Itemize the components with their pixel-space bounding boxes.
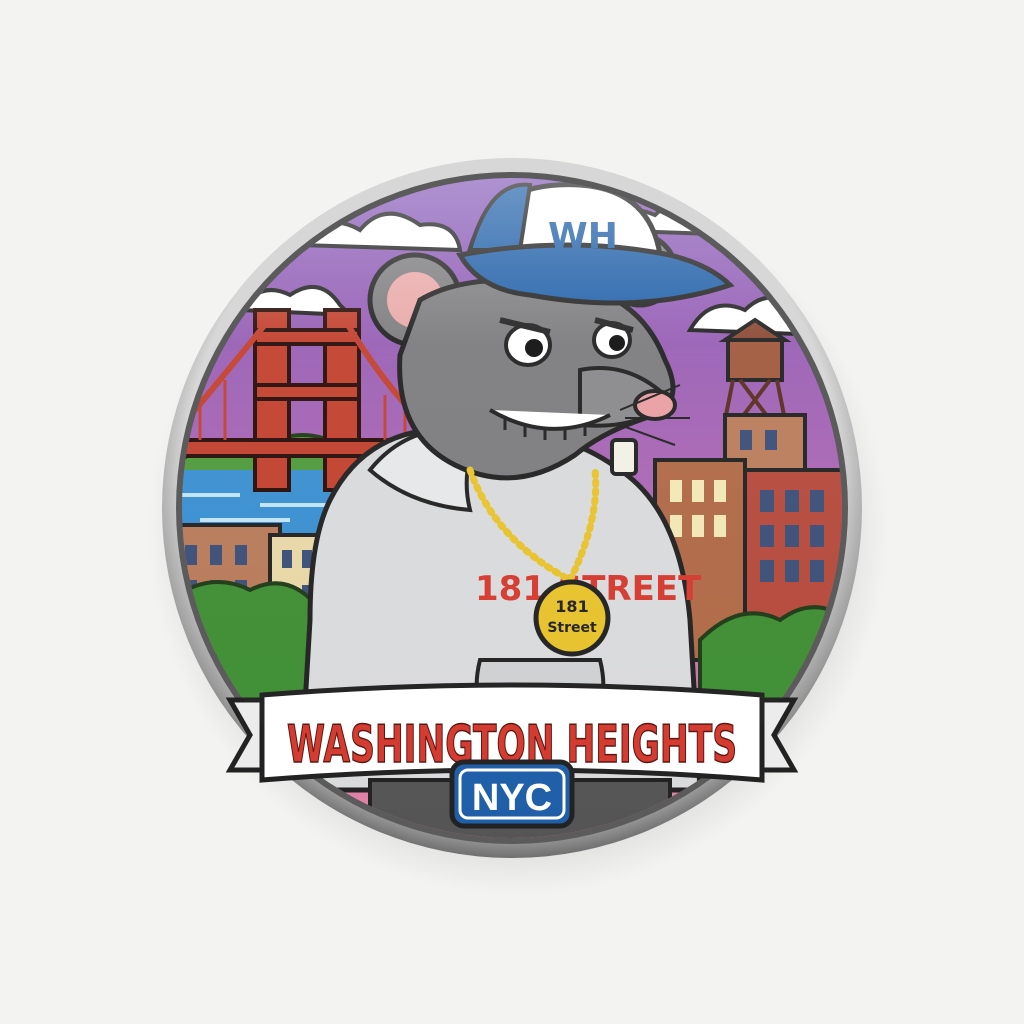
badge-gloss (182, 178, 842, 838)
